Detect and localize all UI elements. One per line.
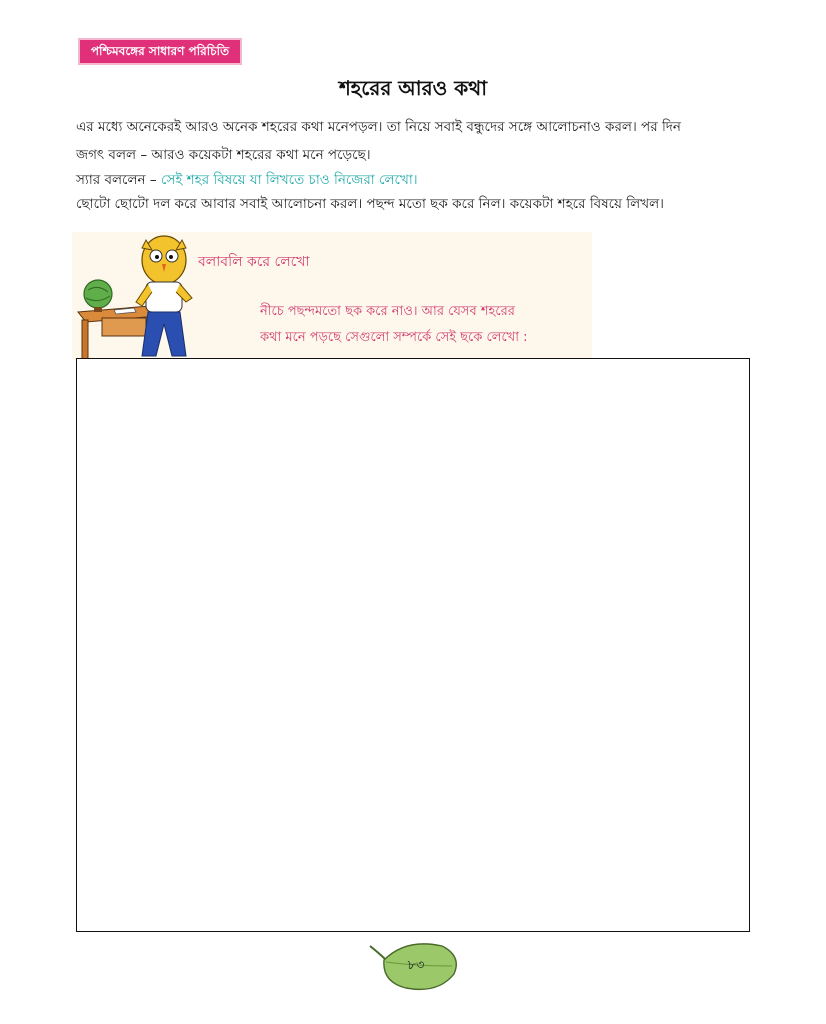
- paragraph-2: [76, 171, 766, 189]
- page-title: শহরের আরও কথা: [338, 76, 488, 100]
- activity-instruction-line-1: নীচে পছন্দমতো ছক করে নাও। আর যেসব শহরের: [260, 304, 515, 319]
- activity-heading: বলাবলি করে লেখো: [198, 254, 310, 270]
- activity-instruction-line-2: কথা মনে পড়ছে সেগুলো সম্পর্কে সেই ছকে লেখো :: [260, 330, 528, 345]
- paragraph-1-line-1: এর মধ্যে অনেকেরই আরও অনেক শহরের কথা মনেপড়ল। তা নিয়ে সবাই বন্ধুদের সঙ্গে আলোচনাও করল। পর দিন: [76, 119, 681, 135]
- teacher-instruction-highlight: সেই শহর বিষয়ে যা লিখতে চাও নিজেরা লেখো।: [160, 172, 418, 188]
- section-badge: পশ্চিমবঙ্গের সাধারণ পরিচিতি: [78, 38, 242, 65]
- paragraph-1-line-2: জগৎ বলল – আরও কয়েকটা শহরের কথা মনে পড়েছে।: [76, 147, 371, 163]
- writing-area-box[interactable]: [76, 358, 750, 932]
- paragraph-3: ছোটো ছোটো দল করে আবার সবাই আলোচনা করল। পছন্দ মতো ছক করে নিল। কয়েকটা শহরে বিষয়ে লিখল।: [76, 196, 664, 212]
- teacher-said-label: স্যার বললেন –: [76, 172, 161, 188]
- page-number: ৮৩: [407, 958, 425, 973]
